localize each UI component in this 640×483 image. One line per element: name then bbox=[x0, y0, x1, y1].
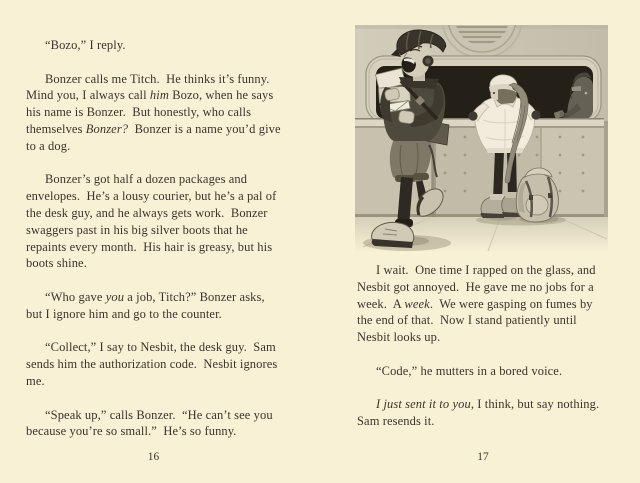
story-illustration bbox=[355, 25, 608, 253]
page-number-left: 16 bbox=[147, 451, 160, 463]
story-paragraph: “Who gave you a job, Titch?” Bonzer asks, but I ignore him and go to the counter. bbox=[26, 289, 268, 321]
left-page bbox=[26, 37, 284, 457]
illustration-canvas bbox=[355, 25, 608, 253]
page-number-right: 17 bbox=[477, 451, 489, 463]
story-paragraph: I just sent it to you, I think, but say nothing. Sam resends it. bbox=[357, 397, 606, 429]
story-paragraph: I wait. One time I rapped on the glass, and Nesbit got annoyed. He gave me no jobs for a week. A week. We were gasping on fumes by the end of that. Now I stand patiently until Nesbit looks up. bbox=[357, 263, 599, 345]
story-paragraph: Bonzer calls me Titch. He thinks it’s funny. Mind you, I always call him Bozo, when he says his name is Bonzer. But honestly, who calls themselves Bonzer? Bonzer is a name you’d give to a dog. bbox=[26, 71, 284, 153]
story-paragraph: “Code,” he mutters in a bored voice. bbox=[376, 363, 563, 378]
story-paragraph: “Speak up,” calls Bonzer. “He can’t see you because you’re so small.” He’s so funny. bbox=[26, 407, 276, 439]
story-paragraph: “Collect,” I say to Nesbit, the desk guy. Sam sends him the authorization code. Nesbit ignores me. bbox=[26, 340, 281, 388]
story-paragraph: Bonzer’s got half a dozen packages and envelopes. He’s a lousy courier, but he’s a pal of the desk guy, and he always gets work. Bonzer swaggers past in his big silver boots that he repaints every month. His hair is greasy, but his boots shine. bbox=[26, 172, 280, 271]
right-page bbox=[357, 262, 609, 447]
story-paragraph: “Bozo,” I reply. bbox=[45, 38, 126, 52]
